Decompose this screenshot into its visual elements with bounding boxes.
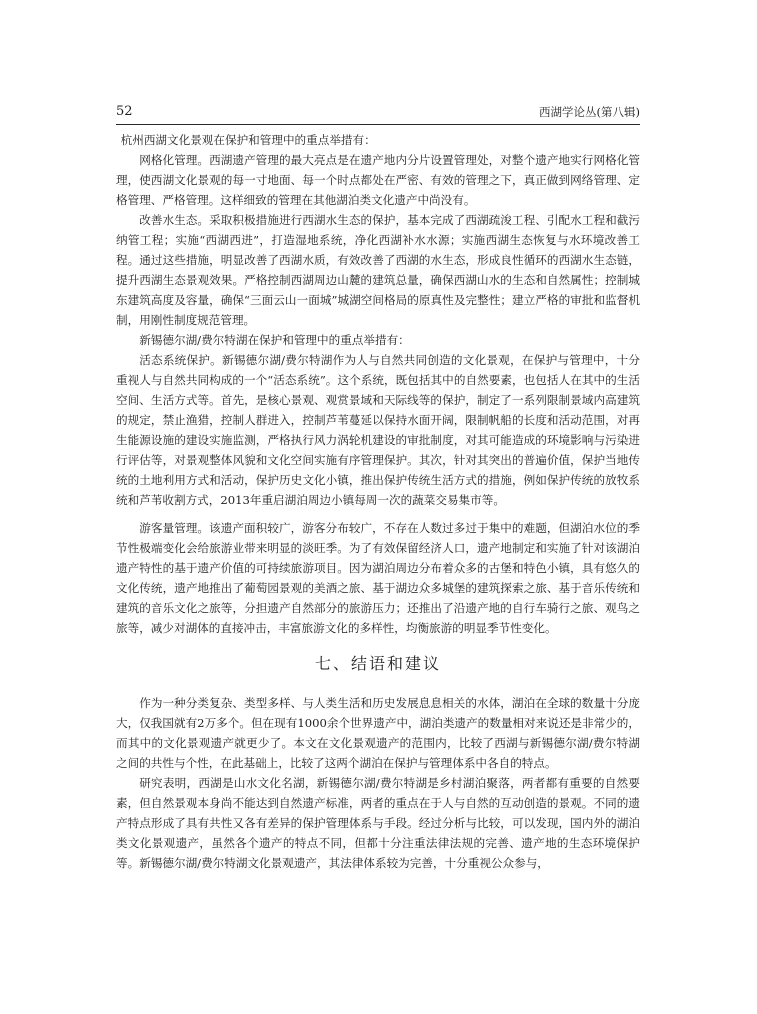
section-heading: 七、结语和建议 (314, 654, 441, 673)
paragraph-west-lake-intro: 杭州西湖文化景观在保护和管理中的重点举措有： (120, 133, 376, 147)
running-title: 西湖学论丛(第八辑) (539, 105, 640, 119)
paragraph-neusiedl-intro: 新锡德尔湖/费尔特湖在保护和管理中的重点举措有： (139, 333, 410, 347)
paragraph-conclusion-1: 作为一种分类复杂、类型多样、与人类生活和历史发展息息相关的水体，湖泊在全球的数量十分庞大，仅我国就有2万多个。但在现有1000余个世界遗产中，湖泊类遗产的数量相对来说还是非常少的，而其中的文化景观遗产就更少了。本文在文化景观遗产的范围内，比较了西湖与新锡德尔湖/费尔特湖之间的共性与个性，在此基础上，比较了这两个湖泊在保护与管理体系中各自的特点。 (116, 696, 640, 770)
paragraph-grid-management: 网格化管理。西湖遗产管理的最大亮点是在遗产地内分片设置管理处，对整个遗产地实行网格化管理，使西湖文化景观的每一寸地面、每一个时点都处在严密、有效的管理之下，真正做到网络管理、定格管理、严格管理。这样细致的管理在其他湖泊类文化遗产中尚没有。 (116, 153, 640, 207)
header-rule (116, 124, 640, 125)
paragraph-living-system: 活态系统保护。新锡德尔湖/费尔特湖作为人与自然共同创造的文化景观，在保护与管理中，十分重视人与自然共同构成的一个“活态系统”。这个系统，既包括其中的自然要素，也包括人在其中的生活空间、生活方式等。首先，是核心景观、观赏景域和天际线等的保护，制定了一系列限制景域内高建筑的规定，禁止渔猎，控制人群进入，控制芦苇蔓延以保持水面开阔，限制帆船的长度和活动范围，对再生能源设施的建设实施监测，严格执行风力涡轮机建设的审批制度，对其可能造成的环境影响与污染进行评估等，对景观整体风貌和文化空间实施有序管理保护。其次，针对其突出的普遍价值，保护当地传统的土地利用方式和活动，保护历史文化小镇，推出保护传统生活方式的措施，例如保护传统的放牧系统和芦苇收割方式，2013年重启湖泊周边小镇每周一次的蔬菜交易集市等。 (116, 353, 640, 507)
paragraph-visitor-management: 游客量管理。该遗产面积较广，游客分布较广，不存在人数过多过于集中的难题，但湖泊水位的季节性极端变化会给旅游业带来明显的淡旺季。为了有效保留经济人口，遗产地制定和实施了针对该湖泊遗产特性的基于遗产价值的可持续旅游项目。因为湖泊周边分布着众多的古堡和特色小镇，具有悠久的文化传统，遗产地推出了葡萄园景观的美酒之旅、基于湖边众多城堡的建筑探索之旅、基于音乐传统和建筑的音乐文化之旅等，分担遗产自然部分的旅游压力；还推出了沿遗产地的自行车骑行之旅、观鸟之旅等，减少对湖体的直接冲击，丰富旅游文化的多样性，均衡旅游的明显季节性变化。 (116, 521, 640, 635)
paragraph-water-ecology: 改善水生态。采取积极措施进行西湖水生态的保护，基本完成了西湖疏浚工程、引配水工程和截污纳管工程；实施“西湖西进”，打造湿地系统，净化西湖补水水源；实施西湖生态恢复与水环境改善工程。通过这些措施，明显改善了西湖水质，有效改善了西湖的水生态，形成良性循环的西湖水生态链，提升西湖生态景观效果。严格控制西湖周边山麓的建筑总量，确保西湖山水的生态和自然属性；控制城东建筑高度及容量，确保“三面云山一面城”城湖空间格局的原真性及完整性；建立严格的审批和监督机制，用刚性制度规范管理。 (116, 213, 640, 327)
body-text-conclusion (116, 693, 640, 873)
page-header (116, 104, 640, 122)
page-number: 52 (116, 104, 133, 119)
paragraph-conclusion-2: 研究表明，西湖是山水文化名湖，新锡德尔湖/费尔特湖是乡村湖泊聚落，两者都有重要的自然要素，但自然景观本身尚不能达到自然遗产标准，两者的重点在于人与自然的互动创造的景观。不同的遗产特点形成了具有共性又各有差异的保护管理体系与手段。经过分析与比较，可以发现，国内外的湖泊类文化景观遗产，虽然各个遗产的特点不同，但都十分注重法律法规的完善、遗产地的生态环境保护等。新锡德尔湖/费尔特湖文化景观遗产，其法律体系较为完善，十分重视公众参与， (116, 776, 640, 870)
body-text-upper (116, 130, 640, 638)
